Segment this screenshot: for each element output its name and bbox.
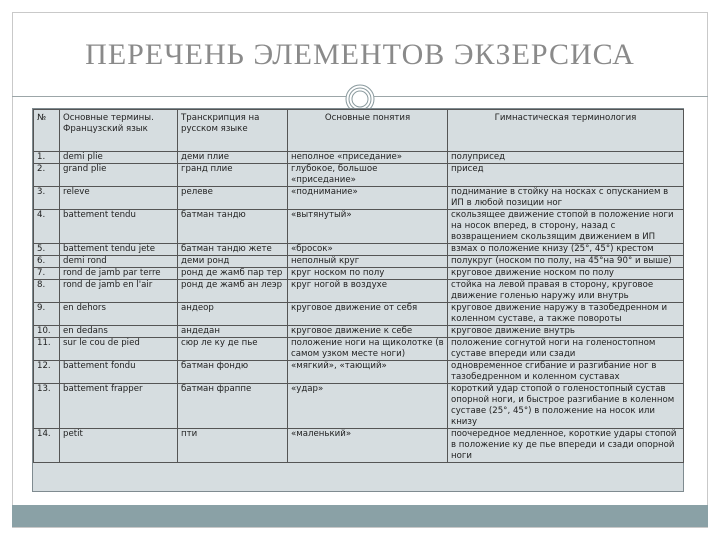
row-term: en dedans (60, 326, 178, 338)
row-num: 12. (34, 361, 60, 384)
header-transcription: Транскрипция на русском языке (178, 110, 288, 152)
header-concept: Основные понятия (288, 110, 448, 152)
table-row (34, 256, 684, 268)
exercise-table-image (32, 108, 684, 492)
row-concept: круг носком по полу (288, 268, 448, 280)
row-term: battement tendu jete (60, 244, 178, 256)
row-gym: одновременное сгибание и разгибание ног в тазобедренном и коленном суставах (448, 361, 684, 384)
table-row (34, 164, 684, 187)
row-gym: круговое движение наружу в тазобедренном и коленном суставе, а также повороты (448, 303, 684, 326)
row-concept: «маленький» (288, 429, 448, 463)
row-num: 3. (34, 187, 60, 210)
row-concept: «вытянутый» (288, 210, 448, 244)
table-row (34, 429, 684, 463)
row-transcription: андеор (178, 303, 288, 326)
row-transcription: сюр ле ку де пье (178, 338, 288, 361)
row-term: en dehors (60, 303, 178, 326)
table-row (34, 244, 684, 256)
row-transcription: релеве (178, 187, 288, 210)
row-concept: круговое движение к себе (288, 326, 448, 338)
row-term: releve (60, 187, 178, 210)
row-num: 4. (34, 210, 60, 244)
header-num: № (34, 110, 60, 152)
footer-bar (12, 505, 708, 527)
row-concept: положение ноги на щиколотке (в самом узком месте ноги) (288, 338, 448, 361)
slide-title: ПЕРЕЧЕНЬ ЭЛЕМЕНТОВ ЭКЗЕРСИСА (85, 38, 635, 71)
row-num: 11. (34, 338, 60, 361)
row-term: battement tendu (60, 210, 178, 244)
row-num: 9. (34, 303, 60, 326)
row-concept: «мягкий», «тающий» (288, 361, 448, 384)
row-num: 8. (34, 280, 60, 303)
row-term: battement frapper (60, 384, 178, 429)
row-transcription: батман фондю (178, 361, 288, 384)
row-concept: круговое движение от себя (288, 303, 448, 326)
row-transcription: гранд плие (178, 164, 288, 187)
row-transcription: ронд де жамб ан леэр (178, 280, 288, 303)
row-gym: поднимание в стойку на носках с опусканием в ИП в любой позиции ног (448, 187, 684, 210)
row-transcription: батман тандю (178, 210, 288, 244)
row-transcription: деми ронд (178, 256, 288, 268)
row-transcription: батман фраппе (178, 384, 288, 429)
row-gym: скользящее движение стопой в положение ноги на носок вперед, в сторону, назад с возвращением скользящим движением в ИП (448, 210, 684, 244)
table-row (34, 152, 684, 164)
row-num: 2. (34, 164, 60, 187)
row-num: 7. (34, 268, 60, 280)
row-gym: круговое движение внутрь (448, 326, 684, 338)
row-num: 5. (34, 244, 60, 256)
table-row (34, 384, 684, 429)
table-row (34, 361, 684, 384)
row-gym: поочередное медленное, короткие удары стопой в положение ку де пье впереди и сзади опорной ноги (448, 429, 684, 463)
row-transcription: пти (178, 429, 288, 463)
row-term: battement fondu (60, 361, 178, 384)
row-num: 6. (34, 256, 60, 268)
row-term: petit (60, 429, 178, 463)
row-num: 14. (34, 429, 60, 463)
exercise-table (33, 109, 684, 463)
table-header-row (34, 110, 684, 152)
row-gym: взмах о положение книзу (25°, 45°) крестом (448, 244, 684, 256)
header-term: Основные термины. Французский язык (60, 110, 178, 152)
row-concept: неполное «приседание» (288, 152, 448, 164)
row-gym: полуприсед (448, 152, 684, 164)
row-term: sur le cou de pied (60, 338, 178, 361)
row-concept: «поднимание» (288, 187, 448, 210)
row-concept: «удар» (288, 384, 448, 429)
row-gym: круговое движение носком по полу (448, 268, 684, 280)
row-term: rond de jamb en l'air (60, 280, 178, 303)
row-concept: круг ногой в воздухе (288, 280, 448, 303)
row-gym: полукруг (носком по полу, на 45°на 90° и выше) (448, 256, 684, 268)
row-transcription: ронд де жамб пар тер (178, 268, 288, 280)
table-row (34, 326, 684, 338)
row-concept: глубокое, большое «приседание» (288, 164, 448, 187)
row-gym: присед (448, 164, 684, 187)
row-term: rond de jamb par terre (60, 268, 178, 280)
table-row (34, 303, 684, 326)
row-term: demi plie (60, 152, 178, 164)
row-gym: короткий удар стопой о голеностопный сустав опорной ноги, и быстрое разгибание в коленном суставе (25°, 45°) в положение на носок или книзу (448, 384, 684, 429)
table-row (34, 280, 684, 303)
row-num: 13. (34, 384, 60, 429)
row-transcription: андедан (178, 326, 288, 338)
row-term: demi rond (60, 256, 178, 268)
row-transcription: батман тандю жете (178, 244, 288, 256)
row-num: 1. (34, 152, 60, 164)
table-row (34, 338, 684, 361)
row-concept: неполный круг (288, 256, 448, 268)
header-gym: Гимнастическая терминология (448, 110, 684, 152)
table-row (34, 268, 684, 280)
table-row (34, 210, 684, 244)
row-transcription: деми плие (178, 152, 288, 164)
table-row (34, 187, 684, 210)
row-term: grand plie (60, 164, 178, 187)
row-gym: стойка на левой правая в сторону, круговое движение голенью наружу или внутрь (448, 280, 684, 303)
row-num: 10. (34, 326, 60, 338)
row-gym: положение согнутой ноги на голеностопном суставе впереди или сзади (448, 338, 684, 361)
row-concept: «бросок» (288, 244, 448, 256)
